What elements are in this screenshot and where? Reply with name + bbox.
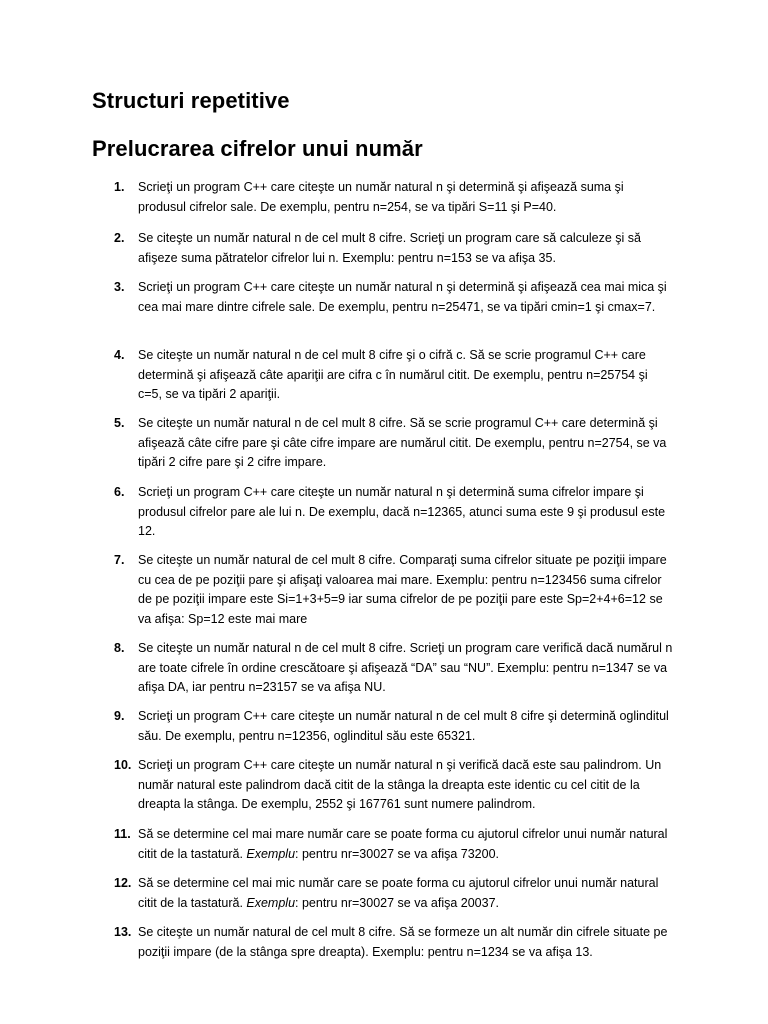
item-number: 5. (114, 416, 125, 430)
item-number: 2. (114, 231, 125, 245)
item-text: Scrieţi un program C++ care citeşte un număr natural n şi determină şi afişează cea mai mica şi cea mai mare dintre cifrele sale. De exemplu, pentru n=25471, se va tipări cmin=1 şi cmax=7. (138, 280, 667, 314)
item-text: Se citeşte un număr natural n de cel mult 8 cifre. Scrieţi un program care verifică dacă numărul n are toate cifrele în ordine crescătoare şi afişează “DA” sau “NU”. Exemplu: pentru n=1347 se va afişa DA, iar pentru n=23157 se va afişa NU. (138, 641, 673, 695)
item-text-after: : pentru nr=30027 se va afişa 73200. (295, 846, 499, 861)
item-number: 13. (114, 925, 132, 939)
list-item (114, 178, 674, 217)
item-text: Scrieţi un program C++ care citeşte un număr natural n şi verifică dacă este sau palindrom. Un număr natural este palindrom dacă citit de la stânga la dreapta este identic cu cel citit de la dreapta la stânga. De exemplu, 2552 şi 167761 sunt numere palindrom. (138, 758, 662, 812)
item-number: 4. (114, 348, 125, 362)
list-item (114, 414, 674, 473)
section-heading: Prelucrarea cifrelor unui număr (92, 136, 423, 161)
item-number: 12. (114, 876, 132, 890)
list-item (114, 825, 674, 864)
list-item (114, 346, 674, 405)
list-item (114, 639, 674, 698)
item-text (138, 825, 674, 864)
item-number: 10. (114, 758, 132, 772)
item-text: Se citeşte un număr natural de cel mult 8 cifre. Să se formeze un alt număr din cifrele situate pe poziţii impare (de la stânga spre dreapta). Exemplu: pentru n=1234 se va afişa 13. (138, 925, 668, 959)
item-text: Se citeşte un număr natural de cel mult 8 cifre. Comparaţi suma cifrelor situate pe poziţii impare cu cea de pe poziţii pare şi afişaţi valoarea mai mare. Exemplu: pentru n=123456 suma cifrelor de pe poziţii impare este Si=1+3+5=9 iar suma cifrelor de pe poziţii pare este Sp=2+4+6=12 se va afişa: Sp=12 este mai mare (138, 553, 667, 626)
item-number: 8. (114, 641, 125, 655)
list-item (114, 874, 674, 913)
item-text: Scrieţi un program C++ care citeşte un număr natural n de cel mult 8 cifre şi determină oglinditul său. De exemplu, pentru n=12356, oglinditul său este 65321. (138, 709, 669, 743)
item-number: 11. (114, 827, 131, 841)
list-item (114, 483, 674, 542)
item-text: Se citeşte un număr natural n de cel mult 8 cifre. Să se scrie programul C++ care determină şi afişează câte cifre pare şi câte cifre impare are numărul citit. De exemplu, pentru n=2754, se va tipări 2 cifre pare şi 2 cifre impare. (138, 416, 667, 470)
item-number: 1. (114, 180, 125, 194)
item-number: 3. (114, 280, 125, 294)
item-text-emphasis: Exemplu (246, 895, 296, 910)
item-number: 7. (114, 553, 125, 567)
document-title: Structuri repetitive (92, 88, 290, 113)
item-number: 6. (114, 485, 125, 499)
list-item (114, 278, 674, 317)
item-text-before: Să se determine cel mai mare număr care se poate forma cu ajutorul cifrelor unui număr natural citit de la tastatură. (138, 827, 668, 861)
list-item (114, 551, 674, 629)
item-number: 9. (114, 709, 125, 723)
item-text: Scrieţi un program C++ care citeşte un număr natural n şi determină şi afişează suma şi produsul cifrelor sale. De exemplu, pentru n=254, se va tipări S=11 şi P=40. (138, 180, 624, 214)
item-text: Se citeşte un număr natural n de cel mult 8 cifre. Scrieţi un program care să calculeze şi să afişeze suma pătratelor cifrelor lui n. Exemplu: pentru n=153 se va afişa 35. (138, 231, 642, 265)
list-item (114, 923, 674, 962)
item-text-emphasis: Exemplu (246, 846, 296, 861)
list-item (114, 756, 674, 815)
item-text-before: Să se determine cel mai mic număr care se poate forma cu ajutorul cifrelor unui număr natural citit de la tastatură. (138, 876, 659, 910)
list-item (114, 229, 674, 268)
item-text-after: : pentru nr=30027 se va afişa 20037. (295, 895, 499, 910)
item-text: Se citeşte un număr natural n de cel mult 8 cifre şi o cifră c. Să se scrie programul C++ care determină şi afişează câte apariţii are cifra c în numărul citit. De exemplu, pentru n=25754 şi c=5, se va tipări 2 apariţii. (138, 348, 648, 402)
item-text: Scrieţi un program C++ care citeşte un număr natural n şi determină suma cifrelor impare şi produsul cifrelor pare ale lui n. De exemplu, dacă n=12365, atunci suma este 9 şi produsul este 12. (138, 485, 666, 539)
item-text (138, 874, 674, 913)
list-item (114, 707, 674, 746)
